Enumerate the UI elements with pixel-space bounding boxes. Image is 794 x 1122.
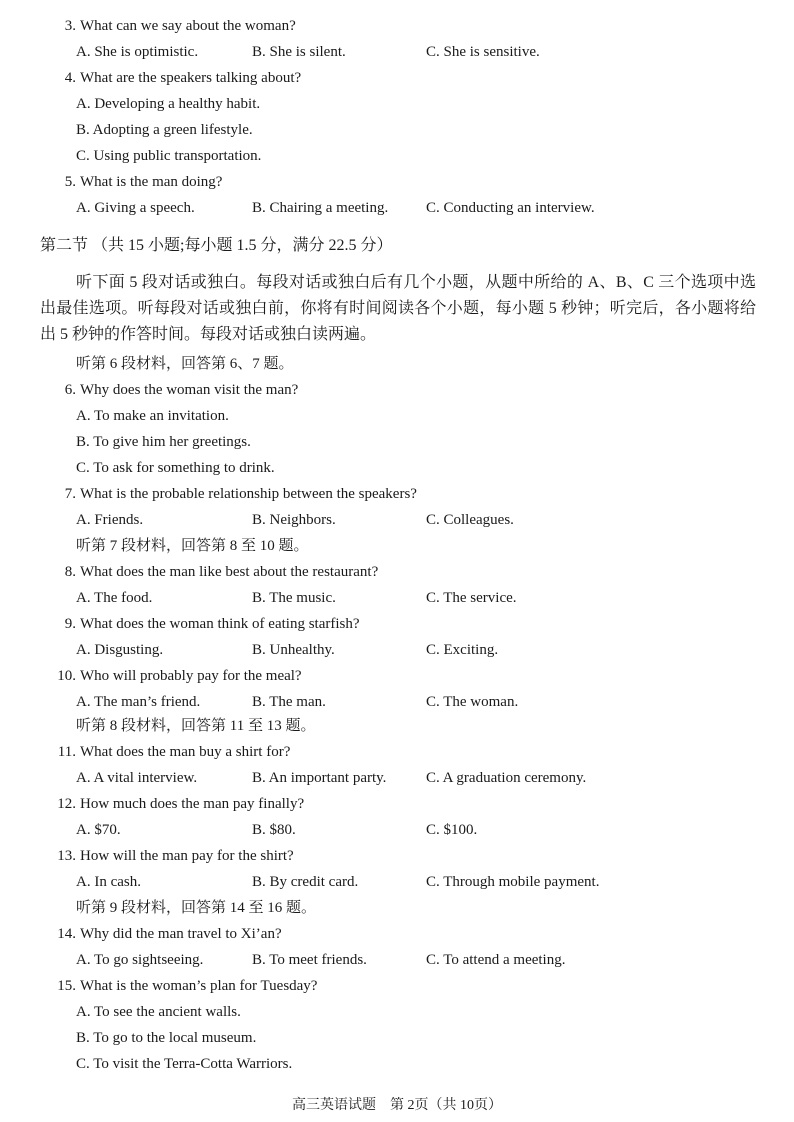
option-c[interactable]: C. The woman. [426,694,519,710]
option-a[interactable]: A. To go sightseeing. [76,952,204,968]
option-a[interactable]: A. In cash. [76,874,141,890]
question-6: 6. Why does the woman visit the man? [64,382,299,398]
question-8: 8. What does the man like best about the restaurant? [64,564,379,580]
material-instruction: 听第 6 段材料，回答第 6、7 题。 [76,356,294,372]
question-7: 7. What is the probable relationship between the speakers? [64,486,417,502]
option-b[interactable]: B. To meet friends. [252,952,367,968]
option-b[interactable]: B. Chairing a meeting. [252,200,389,216]
option-c[interactable]: C. Conducting an interview. [426,200,595,216]
option-a[interactable]: A. To see the ancient walls. [76,1004,241,1020]
option-c[interactable]: C. Colleagues. [426,512,514,528]
material-instruction: 听第 9 段材料，回答第 14 至 16 题。 [76,900,317,916]
option-a[interactable]: A. Developing a healthy habit. [76,96,261,112]
section-instructions: 听下面 5 段对话或独白。每段对话或独白后有几个小题，从题中所给的 A、B、C 三个选项中选出最佳选项。听每段对话或独白前，你将有时间阅读各个小题，每小题 5 秒钟；听完后，各小题将给出 5 秒钟的作答时间。每段对话或独白读两遍。 [40,274,756,343]
question-9: 9. What does the woman think of eating starfish? [64,616,360,632]
option-c[interactable]: C. To ask for something to drink. [76,460,275,476]
option-a[interactable]: A. Disgusting. [76,642,164,658]
option-b[interactable]: B. To go to the local museum. [76,1030,257,1046]
question-5: 5. What is the man doing? [64,174,223,190]
option-c[interactable]: C. $100. [426,822,478,838]
section-title: 第二节 （共 15 小题;每小题 1.5 分，满分 22.5 分） [40,237,393,254]
question-15: 15. What is the woman’s plan for Tuesday? [57,978,318,994]
material-instruction: 听第 8 段材料，回答第 11 至 13 题。 [76,718,316,734]
question-13: 13. How will the man pay for the shirt? [57,848,294,864]
question-12: 12. How much does the man pay finally? [57,796,305,812]
option-c[interactable]: C. To attend a meeting. [426,952,566,968]
question-14: 14. Why did the man travel to Xi’an? [57,926,282,942]
option-a[interactable]: A. To make an invitation. [76,408,229,424]
option-b[interactable]: B. To give him her greetings. [76,434,251,450]
option-b[interactable]: B. $80. [252,822,296,838]
option-c[interactable]: C. Through mobile payment. [426,874,600,890]
option-a[interactable]: A. A vital interview. [76,770,198,786]
option-b[interactable]: B. Unhealthy. [252,642,335,658]
question-11: 11. What does the man buy a shirt for? [57,744,291,760]
option-c[interactable]: C. To visit the Terra-Cotta Warriors. [76,1056,293,1072]
option-b[interactable]: B. Neighbors. [252,512,336,528]
option-b[interactable]: B. An important party. [252,770,387,786]
option-c[interactable]: C. A graduation ceremony. [426,770,587,786]
option-a[interactable]: A. The man’s friend. [76,694,201,710]
option-c[interactable]: C. Exciting. [426,642,499,658]
question-3: 3. What can we say about the woman? [64,18,296,34]
option-c[interactable]: C. The service. [426,590,517,606]
option-a[interactable]: A. Friends. [76,512,144,528]
option-a[interactable]: A. She is optimistic. [76,44,199,60]
option-a[interactable]: A. Giving a speech. [76,200,195,216]
option-c[interactable]: C. Using public transportation. [76,148,262,164]
option-b[interactable]: B. The man. [252,694,326,710]
question-4: 4. What are the speakers talking about? [64,70,302,86]
option-b[interactable]: B. Adopting a green lifestyle. [76,122,253,138]
option-a[interactable]: A. $70. [76,822,121,838]
question-10: 10. Who will probably pay for the meal? [57,668,302,684]
option-b[interactable]: B. The music. [252,590,336,606]
page-footer: 高三英语试题 第 2页（共 10页） [292,1098,502,1113]
option-c[interactable]: C. She is sensitive. [426,44,540,60]
material-instruction: 听第 7 段材料，回答第 8 至 10 题。 [76,538,309,554]
option-b[interactable]: B. By credit card. [252,874,359,890]
option-b[interactable]: B. She is silent. [252,44,346,60]
option-a[interactable]: A. The food. [76,590,153,606]
